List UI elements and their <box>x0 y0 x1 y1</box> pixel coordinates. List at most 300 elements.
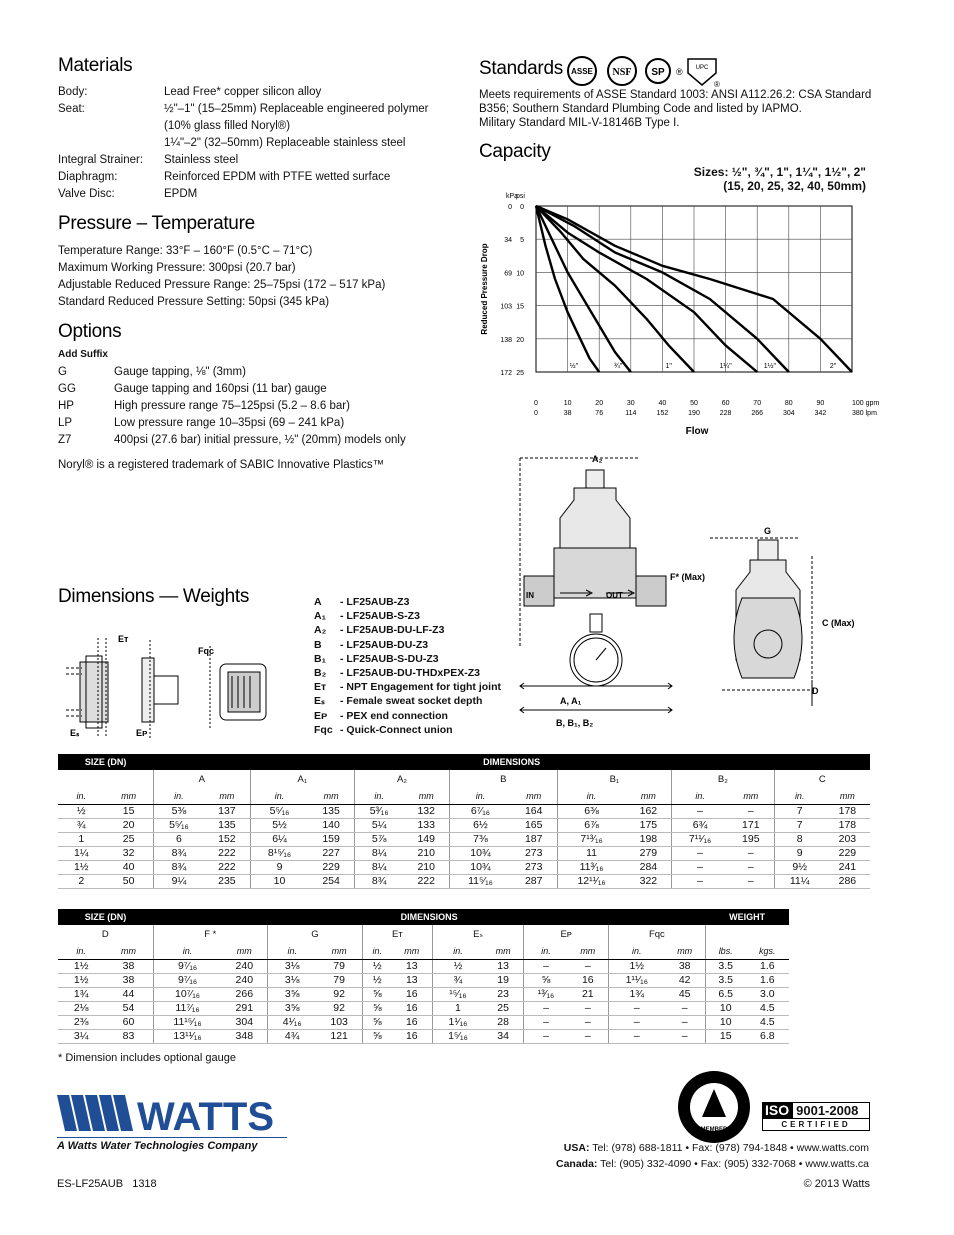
table-cell: – <box>672 874 728 888</box>
unit-mm: mm <box>308 788 354 804</box>
table-cell: 1¹¹⁄₁₆ <box>608 973 664 987</box>
table-cell: 8 <box>774 832 825 846</box>
table-cell: 8¼ <box>354 860 403 874</box>
table-cell: 291 <box>222 1001 268 1015</box>
green-building-member-icon <box>676 1069 752 1145</box>
series-label: 2" <box>829 363 837 370</box>
table-cell: ⅝ <box>362 987 391 1001</box>
table-cell: – <box>728 860 774 874</box>
legend-value: - LF25AUB-DU-Z3 <box>340 638 429 651</box>
contact-block <box>420 1140 869 1172</box>
csa-badge-icon <box>646 59 683 83</box>
certified-text: CERTIFIED <box>762 1119 870 1131</box>
model-legend <box>314 595 514 737</box>
table-cell: – <box>568 1001 609 1015</box>
upc-text: UPC <box>695 65 709 71</box>
table-cell: 2⅛ <box>58 1001 104 1015</box>
table-cell: 3.5 <box>705 959 745 973</box>
table-cell: 133 <box>403 818 449 832</box>
table-cell: 25 <box>483 1001 524 1015</box>
table-cell: ⅝ <box>362 1015 391 1029</box>
legend-key: A <box>314 596 322 608</box>
table-cell: 121 <box>316 1029 362 1043</box>
table-cell: 140 <box>308 818 354 832</box>
table-cell: 10¾ <box>450 860 511 874</box>
table-cell: – <box>524 1015 568 1029</box>
table-cell: 3⅝ <box>268 987 317 1001</box>
table-cell: ¹⁵⁄₁₆ <box>432 987 483 1001</box>
table-cell: 149 <box>403 832 449 846</box>
unit-mm: mm <box>825 788 870 804</box>
legend-value: - Female sweat socket depth <box>340 695 483 708</box>
material-value: Lead Free* copper silicon alloy <box>164 86 322 98</box>
table-cell: 38 <box>665 959 706 973</box>
sizes-line: Sizes: ½", ¾", 1", 1¼", 1½", 2" <box>693 165 866 179</box>
legend-key: Eᴘ <box>314 709 328 722</box>
table-cell: 11⁵⁄₁₆ <box>450 874 511 888</box>
table-cell: 6⅞ <box>557 818 626 832</box>
table-cell: – <box>672 846 728 860</box>
unit-in: in. <box>250 788 308 804</box>
options-subtitle: Add Suffix <box>58 349 108 360</box>
column-header: A₂ <box>354 770 449 788</box>
table-cell: – <box>568 1015 609 1029</box>
table-cell: 1¼ <box>58 846 105 860</box>
y-tick-psi: 5 <box>520 237 524 245</box>
options-title: Options <box>58 321 122 342</box>
pressure-line: Maximum Working Pressure: 300psi (20.7 bar) <box>58 262 296 274</box>
dimensions-header: DIMENSIONS <box>153 754 870 770</box>
table-cell: – <box>524 959 568 973</box>
table-row <box>58 987 789 1001</box>
series-label: 1½" <box>763 363 776 370</box>
legend-key: B₂ <box>314 667 327 680</box>
x-tick-gpm: 20 <box>595 400 604 407</box>
unit-mm: mm <box>568 943 609 959</box>
table-row <box>58 832 870 846</box>
table-cell: 16 <box>392 1001 433 1015</box>
kpa-unit: kPa <box>506 193 519 200</box>
option-code: HP <box>58 400 74 412</box>
option-code: GG <box>58 383 76 395</box>
series-label: ½" <box>569 363 579 370</box>
table-cell: 6⅜ <box>557 804 626 818</box>
table-row <box>58 804 870 818</box>
blank-cell <box>705 925 789 943</box>
table-cell: 6½ <box>450 818 511 832</box>
table-cell: 92 <box>316 987 362 1001</box>
unit-in: in. <box>608 943 664 959</box>
column-header: A <box>153 770 250 788</box>
column-header: Fqc <box>608 925 705 943</box>
table-cell: – <box>728 846 774 860</box>
table-cell: 137 <box>204 804 250 818</box>
table-cell: 1½ <box>58 860 105 874</box>
pex-end-drawing <box>142 640 178 738</box>
legend-row <box>314 680 514 694</box>
legend-row <box>314 609 514 623</box>
x-tick-gpm: 10 <box>563 400 572 407</box>
table-cell: 187 <box>511 832 557 846</box>
table-cell: 16 <box>392 1029 433 1043</box>
table-cell: 135 <box>308 804 354 818</box>
unit-mm: mm <box>626 788 672 804</box>
table-cell: 11¼ <box>774 874 825 888</box>
legend-key: Fqc <box>314 723 333 736</box>
x-tick-lpm: 0 <box>534 410 538 417</box>
table-cell: 32 <box>105 846 154 860</box>
legend-key: B₁ <box>314 652 326 665</box>
x-tick-gpm: 60 <box>721 400 730 407</box>
table-cell: 4¾ <box>268 1029 317 1043</box>
connection-drawings <box>60 630 320 742</box>
table-cell: 34 <box>483 1029 524 1043</box>
table-cell: 171 <box>728 818 774 832</box>
option-desc: Low pressure range 10–35psi (69 – 241 kPa) <box>114 417 345 429</box>
upc-badge-icon <box>688 59 720 87</box>
table-cell: ¹³⁄₁₆ <box>524 987 568 1001</box>
table-cell: – <box>568 959 609 973</box>
option-desc: 400psi (27.6 bar) initial pressure, ½" (20mm) models only <box>114 434 406 446</box>
legend-row <box>314 623 514 637</box>
table-cell: 227 <box>308 846 354 860</box>
material-key <box>58 118 164 135</box>
table-cell: 1 <box>58 832 105 846</box>
table-cell: 254 <box>308 874 354 888</box>
asse-badge-icon <box>568 57 596 85</box>
table-row <box>58 846 870 860</box>
column-header: B <box>450 770 558 788</box>
table-cell: 8¾ <box>153 846 204 860</box>
table-cell: 40 <box>105 860 154 874</box>
watts-logo-icon <box>57 1095 133 1131</box>
table-cell: 4¹⁄₁₆ <box>268 1015 317 1029</box>
table-cell: 15 <box>105 804 154 818</box>
unit-in: in. <box>450 788 511 804</box>
table-header <box>58 754 870 770</box>
table-cell: ⅝ <box>362 1029 391 1043</box>
pressure-line: Adjustable Reduced Pressure Range: 25–75psi (172 – 517 kPa) <box>58 279 386 291</box>
table-cell: 3.0 <box>746 987 789 1001</box>
table-cell: 9 <box>250 860 308 874</box>
table-cell: 5½ <box>250 818 308 832</box>
option-desc: Gauge tapping, ⅛" (3mm) <box>114 366 246 378</box>
table-cell: – <box>728 804 774 818</box>
table-cell: 3⅛ <box>268 973 317 987</box>
table-cell: 210 <box>403 846 449 860</box>
unit-mm: mm <box>105 788 154 804</box>
in-label: IN <box>526 591 534 600</box>
material-value: EPDM <box>164 188 198 200</box>
a-label: A, A₁ <box>560 696 582 706</box>
unit-in: in. <box>58 943 104 959</box>
iso-number: 9001-2008 <box>792 1102 870 1119</box>
table-cell: 6¾ <box>672 818 728 832</box>
valve-drawings <box>510 448 870 738</box>
pressure-line: Standard Reduced Pressure Setting: 50psi (345 kPa) <box>58 296 330 308</box>
svg-text:®: ® <box>714 80 720 87</box>
canada-label: Canada: <box>556 1158 598 1170</box>
iso-badge <box>762 1102 870 1132</box>
y-axis-label: Reduced Pressure Drop <box>480 243 489 335</box>
d-label: D <box>812 686 819 696</box>
y-tick-psi: 20 <box>516 336 524 344</box>
table-cell: 8¾ <box>354 874 403 888</box>
table-cell: 8¼ <box>354 846 403 860</box>
table-cell: – <box>665 1001 706 1015</box>
table-cell: 4.5 <box>746 1015 789 1029</box>
table-cell: 9 <box>774 846 825 860</box>
table-cell: 10 <box>705 1015 745 1029</box>
table-cell: 13 <box>392 959 433 973</box>
unit-in: in. <box>354 788 403 804</box>
column-header-row <box>58 770 870 788</box>
unit-mm: mm <box>728 788 774 804</box>
x-tick-lpm: 152 <box>656 410 669 417</box>
x-tick-lpm: 38 <box>563 410 572 417</box>
column-header: Eᴛ <box>362 925 432 943</box>
table-cell: – <box>672 804 728 818</box>
g-label: G <box>764 526 772 536</box>
table-cell: 222 <box>204 860 250 874</box>
table-cell: – <box>568 1029 609 1043</box>
legend-value: - PEX end connection <box>340 709 448 722</box>
y-tick-kpa: 103 <box>500 303 512 311</box>
table-cell: 28 <box>483 1015 524 1029</box>
table-cell: 1¹⁄₁₆ <box>432 1015 483 1029</box>
table-cell: 210 <box>403 860 449 874</box>
table-cell: 2 <box>58 874 105 888</box>
standards-line: B356; Southern Standard Plumbing Code and listed by IAPMO. <box>479 103 802 115</box>
x-tick-gpm: 80 <box>784 400 793 407</box>
table-row <box>58 959 789 973</box>
table-cell: 8¾ <box>153 860 204 874</box>
legend-value: - LF25AUB-S-DU-Z3 <box>340 652 439 665</box>
series-label: 1" <box>665 363 672 370</box>
column-header: Eₛ <box>432 925 523 943</box>
table-cell: 195 <box>728 832 774 846</box>
unit-in: in. <box>362 943 391 959</box>
y-tick-psi: 0 <box>520 204 524 211</box>
table-cell: 284 <box>626 860 672 874</box>
table-cell: 2⅜ <box>58 1015 104 1029</box>
table-cell: 6 <box>153 832 204 846</box>
table-cell: 79 <box>316 973 362 987</box>
member-text: MEMBER <box>700 1127 728 1133</box>
front-valve-drawing <box>520 458 672 713</box>
canada-contact: Tel: (905) 332-4090 • Fax: (905) 332-7068 • www.watts.ca <box>600 1158 869 1170</box>
table-cell: 286 <box>825 874 870 888</box>
table-cell: – <box>608 1001 664 1015</box>
table-cell: 60 <box>104 1015 153 1029</box>
unit-kgs: kgs. <box>746 943 789 959</box>
x-tick-lpm: 304 <box>782 410 795 417</box>
certification-badges <box>566 55 726 87</box>
table-cell: 4.5 <box>746 1001 789 1015</box>
legend-row <box>314 595 514 609</box>
table-cell: 222 <box>403 874 449 888</box>
table-cell: 12¹¹⁄₁₆ <box>557 874 626 888</box>
table-cell: 175 <box>626 818 672 832</box>
pressure-line: Temperature Range: 33°F – 160°F (0.5°C – 71°C) <box>58 245 313 257</box>
table-cell: 266 <box>222 987 268 1001</box>
copyright: © 2013 Watts <box>803 1178 870 1190</box>
table-cell: 10 <box>705 1001 745 1015</box>
size-header: SIZE (DN) <box>58 754 153 770</box>
table-cell: 152 <box>204 832 250 846</box>
legend-key: Eₛ <box>314 695 325 708</box>
table-cell: ½ <box>58 804 105 818</box>
table-cell: 159 <box>308 832 354 846</box>
unit-in: in. <box>268 943 317 959</box>
legend-row <box>314 652 514 666</box>
table-cell: 6.8 <box>746 1029 789 1043</box>
unit-in: in. <box>58 788 105 804</box>
table-cell: 240 <box>222 959 268 973</box>
table-cell: 7 <box>774 818 825 832</box>
dimensions-table-1 <box>58 754 870 889</box>
table-cell: – <box>672 860 728 874</box>
unit-in: in. <box>432 943 483 959</box>
column-header: F * <box>153 925 268 943</box>
material-key: Diaphragm: <box>58 171 118 183</box>
table-cell: 45 <box>665 987 706 1001</box>
unit-in: in. <box>774 788 825 804</box>
table-cell: 13 <box>483 959 524 973</box>
option-desc: Gauge tapping and 160psi (11 bar) gauge <box>114 383 327 395</box>
tagline: A Watts Water Technologies Company <box>57 1140 258 1152</box>
table-cell: ⅝ <box>362 1001 391 1015</box>
legend-row <box>314 709 514 723</box>
y-tick-kpa: 69 <box>504 270 512 278</box>
capacity-title: Capacity <box>479 141 551 162</box>
legend-key: A₂ <box>314 624 327 637</box>
threaded-end-drawing <box>66 638 108 738</box>
psi-unit: psi <box>516 193 525 200</box>
table-cell: 16 <box>392 987 433 1001</box>
table-cell: 6⁷⁄₁₆ <box>450 804 511 818</box>
material-value: (10% glass filled Noryl®) <box>164 120 291 132</box>
table-cell: ½ <box>362 973 391 987</box>
table-cell: – <box>524 1001 568 1015</box>
pressure-title: Pressure – Temperature <box>58 213 255 234</box>
unit-in: in. <box>557 788 626 804</box>
y-tick-kpa: 138 <box>500 336 512 344</box>
pressure-list <box>58 243 458 311</box>
table-cell: 10 <box>250 874 308 888</box>
blank-cell <box>58 770 153 788</box>
unit-lbs: lbs. <box>705 943 745 959</box>
unit-mm: mm <box>104 943 153 959</box>
table-cell: 16 <box>568 973 609 987</box>
table-cell: 9½ <box>774 860 825 874</box>
table-cell: 240 <box>222 973 268 987</box>
table-cell: 10¾ <box>450 846 511 860</box>
table-cell: 11 <box>557 846 626 860</box>
usa-label: USA: <box>563 1142 590 1154</box>
table-cell: 3⅛ <box>268 959 317 973</box>
table-cell: 13¹¹⁄₁₆ <box>153 1029 221 1043</box>
x-tick-lpm: 342 <box>814 410 827 417</box>
nsf-badge-icon <box>608 57 636 85</box>
table-cell: 1.6 <box>746 973 789 987</box>
series-label: 1¼" <box>719 363 732 370</box>
x-tick-gpm: 100 gpm <box>852 400 880 407</box>
table-cell: 135 <box>204 818 250 832</box>
legend-row <box>314 638 514 652</box>
table-row <box>58 1015 789 1029</box>
doc-code: ES-LF25AUB 1318 <box>57 1178 157 1190</box>
material-value: Reinforced EPDM with PTFE wetted surface <box>164 171 391 183</box>
table-cell: ¾ <box>432 973 483 987</box>
table-cell: 25 <box>105 832 154 846</box>
table-cell: 162 <box>626 804 672 818</box>
table-cell: 5¼ <box>354 818 403 832</box>
x-tick-lpm: 190 <box>688 410 700 417</box>
table-cell: 5³⁄₁₆ <box>354 804 403 818</box>
table-row <box>58 973 789 987</box>
table-row <box>58 860 870 874</box>
table-row <box>58 1029 789 1043</box>
option-code: LP <box>58 417 73 429</box>
series-label: ¾" <box>613 363 623 370</box>
table-cell: 79 <box>316 959 362 973</box>
dimensions-header: DIMENSIONS <box>153 909 705 925</box>
unit-row <box>58 788 870 804</box>
y-tick-psi: 15 <box>516 303 524 311</box>
x-tick-lpm: 380 lpm <box>852 410 877 417</box>
table-cell: 15 <box>705 1029 745 1043</box>
legend-key: Eᴛ <box>314 681 327 694</box>
table-cell: 11⁷⁄₁₆ <box>153 1001 221 1015</box>
table-cell: 9⁷⁄₁₆ <box>153 973 221 987</box>
materials-title: Materials <box>58 55 133 76</box>
table-row <box>58 818 870 832</box>
table-cell: 1 <box>432 1001 483 1015</box>
unit-in: in. <box>153 788 204 804</box>
table-cell: – <box>665 1015 706 1029</box>
unit-in: in. <box>672 788 728 804</box>
material-key: Body: <box>58 86 88 98</box>
column-header-row <box>58 925 789 943</box>
table-cell: 273 <box>511 846 557 860</box>
standards-text <box>479 88 879 130</box>
x-tick-lpm: 228 <box>719 410 732 417</box>
unit-row <box>58 943 789 959</box>
table-cell: 9¼ <box>153 874 204 888</box>
table-cell: 3⅝ <box>268 1001 317 1015</box>
asse-text: ASSE <box>571 67 593 76</box>
table-cell: 6.5 <box>705 987 745 1001</box>
legend-key: B <box>314 638 322 651</box>
table-cell: – <box>524 1029 568 1043</box>
unit-mm: mm <box>511 788 557 804</box>
table-cell: 7 <box>774 804 825 818</box>
table-cell: 1¾ <box>58 987 104 1001</box>
table-cell: 1⁵⁄₁₆ <box>432 1029 483 1043</box>
x-tick-gpm: 90 <box>816 400 825 407</box>
table-cell: 50 <box>105 874 154 888</box>
table-cell: 23 <box>483 987 524 1001</box>
column-header: C <box>774 770 870 788</box>
table-cell: ½ <box>362 959 391 973</box>
table-row <box>58 874 870 888</box>
table-header <box>58 909 789 925</box>
nsf-text: NSF <box>612 67 632 78</box>
legend-value: - LF25AUB-DU-LF-Z3 <box>340 624 445 637</box>
table-cell: 5⅞ <box>354 832 403 846</box>
legend-value: - LF25AUB-S-Z3 <box>340 610 420 623</box>
